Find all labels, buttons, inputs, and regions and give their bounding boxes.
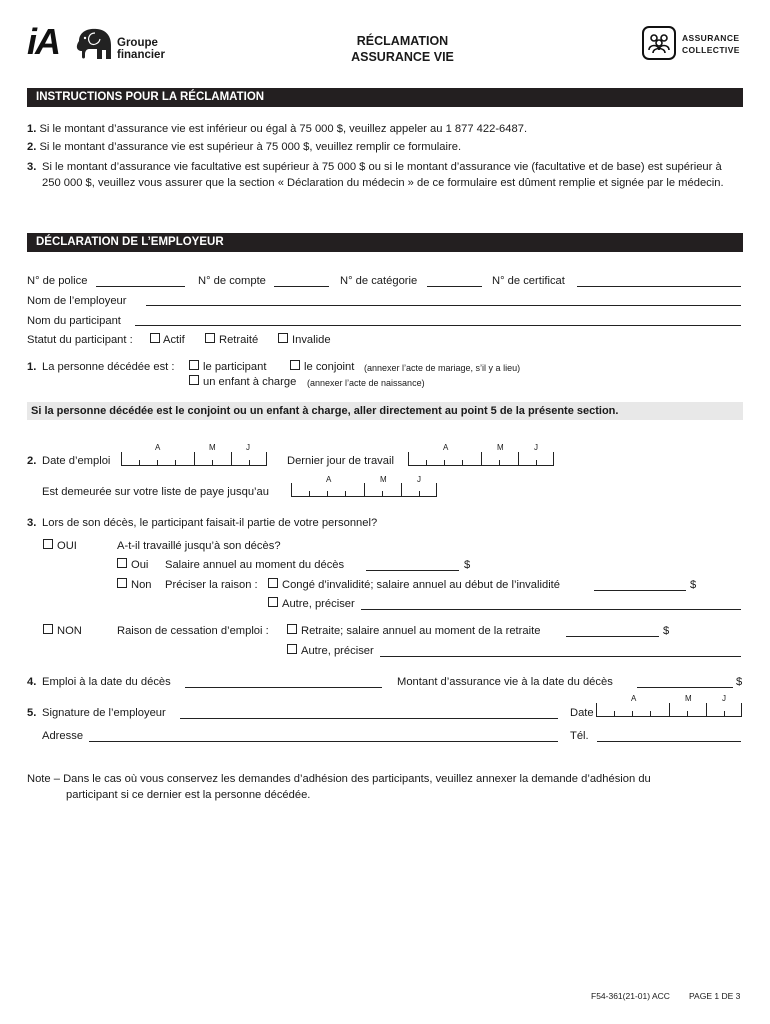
q3-label: Lors de son décès, le participant faisait-il partie de votre personnel? xyxy=(42,517,378,529)
signature-date-field[interactable] xyxy=(596,703,742,717)
participant-name-field[interactable] xyxy=(135,325,741,326)
employer-heading: DÉCLARATION DE L’EMPLOYEUR xyxy=(27,233,743,252)
retirement-label: Retraite; salaire annuel au moment de la retraite xyxy=(301,625,541,637)
company-logo xyxy=(27,21,167,65)
address-label: Adresse xyxy=(42,730,84,742)
deceased-participant-label: le participant xyxy=(203,361,267,373)
q1-label: La personne décédée est : xyxy=(42,361,175,373)
form-title-line1: RÉCLAMATION xyxy=(356,34,449,48)
other-termination-label: Autre, préciser xyxy=(301,645,374,657)
status-active-checkbox[interactable] xyxy=(150,333,160,343)
date-month-marker: M xyxy=(380,475,387,484)
logo-ia-text: iA xyxy=(27,21,59,62)
badge-line1: ASSURANCE xyxy=(682,33,740,43)
instruction-num: 2. xyxy=(27,141,37,153)
reason-label: Préciser la raison : xyxy=(165,579,258,591)
deceased-spouse-label: le conjoint xyxy=(304,361,355,373)
form-code: F54-361(21-01) ACC xyxy=(591,991,670,1001)
employer-name-field[interactable] xyxy=(146,305,741,306)
logo-group-line1: Groupe xyxy=(117,37,158,49)
deceased-child-checkbox[interactable] xyxy=(189,375,199,385)
dollar-sign: $ xyxy=(736,676,743,688)
q3-number: 3. xyxy=(27,517,37,529)
employer-signature-field[interactable] xyxy=(180,718,558,719)
other-termination-checkbox[interactable] xyxy=(287,644,297,654)
insurance-amount-label: Montant d’assurance vie à la date du décès xyxy=(397,676,613,688)
deceased-spouse-note: (annexer l’acte de mariage, s’il y a lieu) xyxy=(364,363,521,373)
form-title-line2: ASSURANCE VIE xyxy=(351,50,454,64)
instructions-heading: INSTRUCTIONS POUR LA RÉCLAMATION xyxy=(27,88,743,107)
employed-no-checkbox[interactable] xyxy=(43,624,53,634)
page-number: PAGE 1 DE 3 xyxy=(689,991,741,1001)
date-month-marker: M xyxy=(497,443,504,452)
last-workday-field[interactable] xyxy=(408,452,554,466)
worked-no-checkbox[interactable] xyxy=(117,578,127,588)
deceased-spouse-checkbox[interactable] xyxy=(290,360,300,370)
date-year-marker: A xyxy=(155,443,161,452)
status-disabled-checkbox[interactable] xyxy=(278,333,288,343)
group-insurance-badge xyxy=(642,26,752,62)
account-label: N° de compte xyxy=(198,275,266,287)
employer-name-label: Nom de l’employeur xyxy=(27,295,127,307)
date-day-marker: J xyxy=(722,694,726,703)
q5-number: 5. xyxy=(27,707,37,719)
salary-at-death-label: Salaire annuel au moment du décès xyxy=(165,559,345,571)
signature-date-label: Date xyxy=(570,707,594,719)
status-disabled-label: Invalide xyxy=(292,334,331,346)
employer-signature-label: Signature de l’employeur xyxy=(42,707,166,719)
disability-leave-label: Congé d’invalidité; salaire annuel au début de l’invalidité xyxy=(282,579,561,591)
category-field[interactable] xyxy=(427,286,482,287)
status-retired-label: Retraité xyxy=(219,334,259,346)
worked-yes-checkbox[interactable] xyxy=(117,558,127,568)
note-line-2: participant si ce dernier est la personne décédée. xyxy=(66,788,311,801)
instruction-text: Si le montant d’assurance vie facultative est supérieur à 75 000 $ ou si le montant d’assurance vie (facultative et de base) est supérieur à 250 000 $, veuillez vous assurer que la section « Déclaration du médecin » de ce formulaire est dûment remplie et signée par le médecin. xyxy=(42,161,724,189)
instruction-num: 3. xyxy=(27,161,37,173)
employed-no-label: NON xyxy=(57,625,82,637)
phone-label: Tél. xyxy=(570,730,589,742)
worked-until-death-question: A-t-il travaillé jusqu’à son décès? xyxy=(117,540,281,552)
skip-to-point-5-notice: Si la personne décédée est le conjoint ou un enfant à charge, aller directement au point 5 de la présente section. xyxy=(27,402,743,420)
date-day-marker: J xyxy=(246,443,250,452)
note-line-1: Note – Dans le cas où vous conservez les demandes d’adhésion des participants, veuillez annexer la demande d’adhésion du xyxy=(27,773,651,785)
form-title xyxy=(300,33,505,65)
deceased-child-label: un enfant à charge xyxy=(203,376,297,388)
salary-at-death-field[interactable] xyxy=(366,570,459,571)
dollar-sign: $ xyxy=(663,625,670,637)
note-text xyxy=(27,772,743,803)
account-field[interactable] xyxy=(274,286,329,287)
category-label: N° de catégorie xyxy=(340,275,418,287)
worked-yes-label: Oui xyxy=(131,559,149,571)
job-at-death-label: Emploi à la date du décès xyxy=(42,676,171,688)
disability-salary-field[interactable] xyxy=(594,590,686,591)
worked-no-label: Non xyxy=(131,579,152,591)
other-termination-field[interactable] xyxy=(380,656,741,657)
date-day-marker: J xyxy=(534,443,538,452)
q4-number: 4. xyxy=(27,676,37,688)
payroll-until-label: Est demeurée sur votre liste de paye jusqu’au xyxy=(42,486,269,498)
employed-yes-label: OUI xyxy=(57,540,77,552)
status-retired-checkbox[interactable] xyxy=(205,333,215,343)
participant-name-label: Nom du participant xyxy=(27,315,121,327)
retirement-checkbox[interactable] xyxy=(287,624,297,634)
policy-field[interactable] xyxy=(96,286,185,287)
policy-label: N° de police xyxy=(27,275,88,287)
other-reason-field[interactable] xyxy=(361,609,741,610)
deceased-participant-checkbox[interactable] xyxy=(189,360,199,370)
instruction-num: 1. xyxy=(27,123,37,135)
date-year-marker: A xyxy=(326,475,332,484)
dollar-sign: $ xyxy=(464,559,471,571)
status-label: Statut du participant : xyxy=(27,334,133,346)
status-active-label: Actif xyxy=(163,334,185,346)
date-year-marker: A xyxy=(443,443,449,452)
job-at-death-field[interactable] xyxy=(185,687,382,688)
payroll-until-field[interactable] xyxy=(291,483,437,497)
date-month-marker: M xyxy=(209,443,216,452)
certificate-field[interactable] xyxy=(577,286,741,287)
dollar-sign: $ xyxy=(690,579,697,591)
instruction-item-3 xyxy=(27,160,743,191)
employment-date-label: Date d’emploi xyxy=(42,455,111,467)
certificate-label: N° de certificat xyxy=(492,275,565,287)
other-reason-checkbox[interactable] xyxy=(268,597,278,607)
date-day-marker: J xyxy=(417,475,421,484)
instruction-item-1 xyxy=(27,122,743,138)
date-month-marker: M xyxy=(685,694,692,703)
last-workday-label: Dernier jour de travail xyxy=(287,455,394,467)
instruction-text: Si le montant d’assurance vie est inférieur ou égal à 75 000 $, veuillez appeler au 1 877 422-6487. xyxy=(39,123,528,135)
logo-group-line2: financier xyxy=(117,49,165,61)
q2-number: 2. xyxy=(27,455,37,467)
deceased-child-note: (annexer l’acte de naissance) xyxy=(307,378,425,388)
date-year-marker: A xyxy=(631,694,637,703)
badge-line2: COLLECTIVE xyxy=(682,45,740,55)
address-field[interactable] xyxy=(89,741,558,742)
disability-leave-checkbox[interactable] xyxy=(268,578,278,588)
employment-date-field[interactable] xyxy=(121,452,267,466)
insurance-amount-field[interactable] xyxy=(637,687,733,688)
people-group-icon xyxy=(642,26,676,60)
retirement-salary-field[interactable] xyxy=(566,636,659,637)
phone-field[interactable] xyxy=(597,741,741,742)
instruction-text: Si le montant d’assurance vie est supérieur à 75 000 $, veuillez remplir ce formulaire. xyxy=(39,141,462,153)
termination-reason-label: Raison de cessation d’emploi : xyxy=(117,625,269,637)
employed-yes-checkbox[interactable] xyxy=(43,539,53,549)
elephant-icon xyxy=(73,27,113,61)
other-reason-label: Autre, préciser xyxy=(282,598,355,610)
q1-number: 1. xyxy=(27,361,37,373)
instruction-item-2 xyxy=(27,140,743,156)
